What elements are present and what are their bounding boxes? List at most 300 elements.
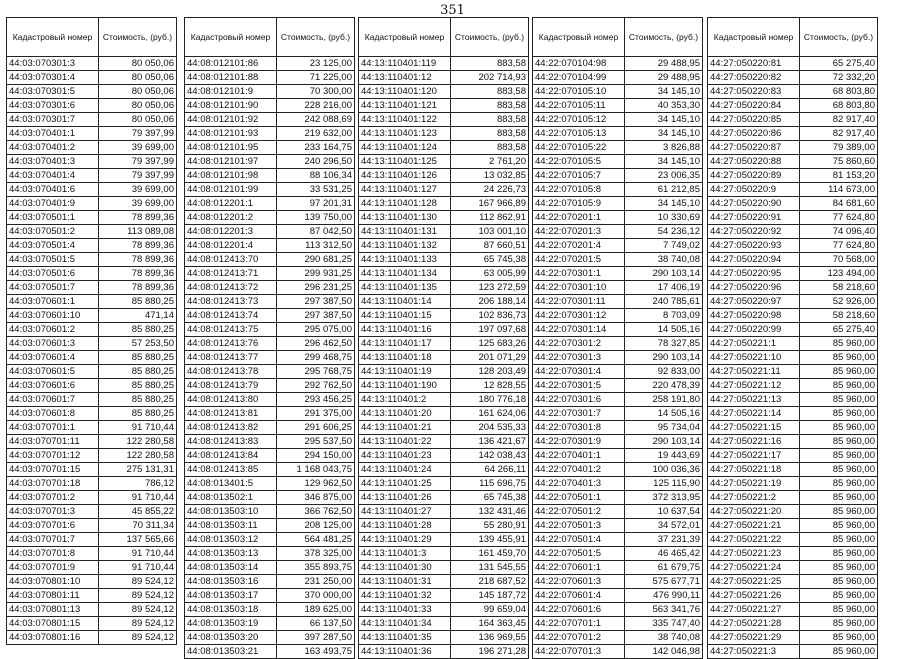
cadastral-number-cell: 44:22:070501:3	[533, 519, 625, 533]
cost-cell: 34 145,10	[625, 85, 703, 99]
cost-cell: 378 325,00	[277, 547, 355, 561]
cost-cell: 228 216,00	[277, 99, 355, 113]
table-row	[185, 603, 355, 617]
cadastral-number-cell: 44:08:012413:82	[185, 421, 277, 435]
table-row	[533, 505, 703, 519]
table-row	[359, 379, 529, 393]
cadastral-number-cell: 44:22:070401:1	[533, 449, 625, 463]
cost-cell: 85 960,00	[800, 519, 878, 533]
table-row	[7, 295, 177, 309]
cost-cell: 85 960,00	[800, 617, 878, 631]
cadastral-number-cell: 44:22:070105:10	[533, 85, 625, 99]
cost-cell: 335 747,40	[625, 617, 703, 631]
cost-cell: 113 312,50	[277, 239, 355, 253]
cadastral-number-cell: 44:03:070701:8	[7, 547, 99, 561]
table-row	[7, 407, 177, 421]
table-row	[533, 379, 703, 393]
cost-cell: 85 880,25	[99, 295, 177, 309]
cost-cell: 64 266,11	[451, 463, 529, 477]
table-row	[7, 71, 177, 85]
cadastral-number-cell: 44:27:050220:94	[708, 253, 800, 267]
cost-cell: 290 103,14	[625, 267, 703, 281]
cadastral-number-cell: 44:27:050221:14	[708, 407, 800, 421]
cost-cell: 65 745,38	[451, 491, 529, 505]
cadastral-number-cell: 44:13:110401:123	[359, 127, 451, 141]
cadastral-number-cell: 44:13:110401:26	[359, 491, 451, 505]
cost-cell: 85 960,00	[800, 631, 878, 645]
table-row	[359, 99, 529, 113]
table-row	[533, 631, 703, 645]
cost-cell: 180 776,18	[451, 393, 529, 407]
cadastral-number-header: Кадастровый номер	[185, 18, 277, 57]
cadastral-number-cell: 44:27:050220:92	[708, 225, 800, 239]
cadastral-number-cell: 44:08:012413:71	[185, 267, 277, 281]
table-row	[359, 491, 529, 505]
cost-cell: 85 960,00	[800, 589, 878, 603]
table-row	[7, 477, 177, 491]
table-row	[708, 393, 878, 407]
cadastral-number-cell: 44:03:070801:13	[7, 603, 99, 617]
table-row	[7, 337, 177, 351]
table-row	[359, 449, 529, 463]
table-row	[359, 211, 529, 225]
table-row	[185, 85, 355, 99]
table-row	[185, 337, 355, 351]
cadastral-number-cell: 44:08:013503:18	[185, 603, 277, 617]
cost-cell: 80 050,06	[99, 113, 177, 127]
cost-cell: 883,58	[451, 127, 529, 141]
cost-cell: 70 311,34	[99, 519, 177, 533]
cost-cell: 142 038,43	[451, 449, 529, 463]
table-row	[708, 421, 878, 435]
table-row	[7, 141, 177, 155]
table-row	[359, 435, 529, 449]
cost-cell: 57 253,50	[99, 337, 177, 351]
cadastral-number-cell: 44:03:070801:11	[7, 589, 99, 603]
table-row	[359, 421, 529, 435]
cadastral-number-cell: 44:27:050220:91	[708, 211, 800, 225]
table-row	[708, 225, 878, 239]
cadastral-number-cell: 44:27:050220:89	[708, 169, 800, 183]
cost-cell: 293 456,25	[277, 393, 355, 407]
cost-cell: 136 969,55	[451, 631, 529, 645]
cadastral-number-cell: 44:08:012413:81	[185, 407, 277, 421]
cost-cell: 102 836,73	[451, 309, 529, 323]
table-row	[533, 449, 703, 463]
table-row	[185, 533, 355, 547]
table-row	[7, 225, 177, 239]
table-row	[7, 99, 177, 113]
cost-cell: 85 960,00	[800, 603, 878, 617]
cadastral-number-cell: 44:08:013503:17	[185, 589, 277, 603]
cost-cell: 85 960,00	[800, 449, 878, 463]
cadastral-number-cell: 44:03:070501:7	[7, 281, 99, 295]
cadastral-number-cell: 44:27:050221:18	[708, 463, 800, 477]
table-row	[359, 225, 529, 239]
cadastral-number-cell: 44:13:110401:131	[359, 225, 451, 239]
table-row	[185, 617, 355, 631]
cadastral-number-cell: 44:13:110401:124	[359, 141, 451, 155]
cost-cell: 167 966,89	[451, 197, 529, 211]
table-row	[185, 575, 355, 589]
table-row	[7, 491, 177, 505]
cost-cell: 258 191,80	[625, 393, 703, 407]
cost-cell: 65 275,40	[800, 57, 878, 71]
table-row	[533, 477, 703, 491]
table-row	[7, 169, 177, 183]
table-row	[708, 617, 878, 631]
cadastral-number-cell: 44:03:070501:1	[7, 211, 99, 225]
cadastral-number-cell: 44:22:070201:3	[533, 225, 625, 239]
table-row	[185, 71, 355, 85]
table-row	[359, 281, 529, 295]
cost-cell: 89 524,12	[99, 631, 177, 645]
cadastral-number-cell: 44:27:050220:86	[708, 127, 800, 141]
table-row	[359, 197, 529, 211]
cost-cell: 54 236,12	[625, 225, 703, 239]
cadastral-number-cell: 44:27:050221:26	[708, 589, 800, 603]
table-row	[708, 85, 878, 99]
table-row	[708, 71, 878, 85]
table-row	[7, 603, 177, 617]
cadastral-number-cell: 44:03:070801:16	[7, 631, 99, 645]
cost-cell: 65 275,40	[800, 323, 878, 337]
cadastral-number-cell: 44:03:070401:9	[7, 197, 99, 211]
table-row	[7, 561, 177, 575]
cost-cell: 125 115,90	[625, 477, 703, 491]
cadastral-number-cell: 44:08:012413:85	[185, 463, 277, 477]
table-row	[708, 99, 878, 113]
cost-cell: 125 683,26	[451, 337, 529, 351]
cadastral-number-header: Кадастровый номер	[7, 18, 99, 57]
table-row	[185, 197, 355, 211]
cost-cell: 564 481,25	[277, 533, 355, 547]
cost-cell: 89 524,12	[99, 603, 177, 617]
table-row	[708, 211, 878, 225]
cost-cell: 34 572,01	[625, 519, 703, 533]
cadastral-number-cell: 44:08:013503:13	[185, 547, 277, 561]
table-row	[7, 85, 177, 99]
cost-cell: 95 734,04	[625, 421, 703, 435]
cadastral-number-cell: 44:08:012413:84	[185, 449, 277, 463]
cost-cell: 37 231,39	[625, 533, 703, 547]
table-row	[708, 435, 878, 449]
cadastral-number-cell: 44:13:110401:25	[359, 477, 451, 491]
cadastral-number-cell: 44:22:070601:1	[533, 561, 625, 575]
cost-cell: 128 203,49	[451, 365, 529, 379]
cost-cell: 85 960,00	[800, 421, 878, 435]
cost-cell: 77 624,80	[800, 239, 878, 253]
cadastral-number-cell: 44:13:110401:121	[359, 99, 451, 113]
table-row	[7, 281, 177, 295]
cadastral-number-cell: 44:08:012413:77	[185, 351, 277, 365]
cadastral-number-cell: 44:08:012413:80	[185, 393, 277, 407]
cadastral-number-cell: 44:27:050220:87	[708, 141, 800, 155]
table-row	[708, 547, 878, 561]
cadastral-number-cell: 44:22:070701:2	[533, 631, 625, 645]
cost-cell: 78 899,36	[99, 253, 177, 267]
cost-cell: 297 387,50	[277, 309, 355, 323]
cost-cell: 372 313,95	[625, 491, 703, 505]
cadastral-number-cell: 44:08:012201:4	[185, 239, 277, 253]
table-row	[533, 645, 703, 659]
cadastral-number-cell: 44:13:110401:27	[359, 505, 451, 519]
cadastral-number-cell: 44:13:110401:34	[359, 617, 451, 631]
cadastral-number-cell: 44:08:012413:78	[185, 365, 277, 379]
table-row	[708, 589, 878, 603]
table-row	[708, 561, 878, 575]
table-row	[533, 519, 703, 533]
cadastral-number-cell: 44:27:050221:2	[708, 491, 800, 505]
cadastral-number-cell: 44:27:050221:15	[708, 421, 800, 435]
cost-cell: 79 397,99	[99, 169, 177, 183]
table-row	[7, 155, 177, 169]
cost-cell: 136 421,67	[451, 435, 529, 449]
cadastral-number-cell: 44:08:013503:11	[185, 519, 277, 533]
table-row	[185, 519, 355, 533]
table-row	[359, 71, 529, 85]
table-row	[7, 463, 177, 477]
cost-cell: 78 899,36	[99, 281, 177, 295]
cost-cell: 34 145,10	[625, 155, 703, 169]
cost-cell: 34 145,10	[625, 197, 703, 211]
table-row	[185, 463, 355, 477]
cadastral-number-cell: 44:22:070301:4	[533, 365, 625, 379]
table-row	[185, 225, 355, 239]
cadastral-number-cell: 44:03:070301:6	[7, 99, 99, 113]
cadastral-number-cell: 44:22:070501:2	[533, 505, 625, 519]
cost-cell: 85 880,25	[99, 365, 177, 379]
cadastral-number-cell: 44:03:070701:12	[7, 449, 99, 463]
table-row	[185, 449, 355, 463]
cadastral-number-cell: 44:08:012101:97	[185, 155, 277, 169]
cost-cell: 85 960,00	[800, 645, 878, 659]
cost-cell: 75 860,60	[800, 155, 878, 169]
table-row	[708, 491, 878, 505]
cadastral-number-cell: 44:27:050220:98	[708, 309, 800, 323]
cost-cell: 137 565,66	[99, 533, 177, 547]
cadastral-number-cell: 44:22:070701:1	[533, 617, 625, 631]
table-row	[185, 57, 355, 71]
table-row	[185, 309, 355, 323]
table-row	[185, 561, 355, 575]
cadastral-number-cell: 44:08:013503:20	[185, 631, 277, 645]
cost-cell: 786,12	[99, 477, 177, 491]
cost-cell: 883,58	[451, 85, 529, 99]
cadastral-number-cell: 44:22:070301:12	[533, 309, 625, 323]
cadastral-number-cell: 44:27:050221:22	[708, 533, 800, 547]
cadastral-number-cell: 44:03:070301:4	[7, 71, 99, 85]
cadastral-number-cell: 44:13:110401:29	[359, 533, 451, 547]
table-header-row	[533, 18, 703, 57]
table-row	[533, 435, 703, 449]
cadastral-number-cell: 44:08:012101:92	[185, 113, 277, 127]
table-row	[533, 281, 703, 295]
table-row	[359, 323, 529, 337]
cost-header: Стоимость, (руб.)	[800, 18, 878, 57]
cost-cell: 34 145,10	[625, 113, 703, 127]
cadastral-number-cell: 44:22:070104:99	[533, 71, 625, 85]
cadastral-number-cell: 44:08:012413:79	[185, 379, 277, 393]
cost-cell: 139 455,91	[451, 533, 529, 547]
table-row	[359, 113, 529, 127]
cadastral-number-cell: 44:13:110401:20	[359, 407, 451, 421]
table-row	[7, 183, 177, 197]
cost-cell: 17 406,19	[625, 281, 703, 295]
cost-cell: 131 545,55	[451, 561, 529, 575]
cadastral-number-cell: 44:08:012201:2	[185, 211, 277, 225]
cadastral-number-cell: 44:03:070601:1	[7, 295, 99, 309]
cadastral-number-cell: 44:03:070601:10	[7, 309, 99, 323]
cadastral-number-cell: 44:27:050220:83	[708, 85, 800, 99]
cost-cell: 74 096,40	[800, 225, 878, 239]
table-row	[708, 603, 878, 617]
table-row	[185, 435, 355, 449]
table-row	[708, 253, 878, 267]
cost-cell: 99 659,04	[451, 603, 529, 617]
table-row	[359, 351, 529, 365]
cost-cell: 77 624,80	[800, 211, 878, 225]
cost-cell: 471,14	[99, 309, 177, 323]
cadastral-number-cell: 44:03:070701:2	[7, 491, 99, 505]
cadastral-number-cell: 44:08:012101:90	[185, 99, 277, 113]
cost-cell: 397 287,50	[277, 631, 355, 645]
table-row	[7, 127, 177, 141]
cost-cell: 240 296,50	[277, 155, 355, 169]
cadastral-number-cell: 44:08:012413:72	[185, 281, 277, 295]
table-row	[708, 155, 878, 169]
cost-cell: 63 005,99	[451, 267, 529, 281]
cadastral-number-cell: 44:08:012101:86	[185, 57, 277, 71]
table-row	[359, 295, 529, 309]
cost-cell: 208 125,00	[277, 519, 355, 533]
table-row	[7, 253, 177, 267]
table-row	[185, 379, 355, 393]
table-row	[185, 253, 355, 267]
table-row	[533, 211, 703, 225]
cost-cell: 218 687,52	[451, 575, 529, 589]
table-row	[708, 631, 878, 645]
cadastral-number-cell: 44:03:070701:6	[7, 519, 99, 533]
table-row	[533, 463, 703, 477]
table-row	[533, 127, 703, 141]
cost-cell: 161 459,70	[451, 547, 529, 561]
table-row	[7, 323, 177, 337]
cost-cell: 8 703,09	[625, 309, 703, 323]
cost-cell: 163 493,75	[277, 645, 355, 659]
table-row	[359, 505, 529, 519]
table-row	[185, 645, 355, 659]
cadastral-number-cell: 44:27:050220:81	[708, 57, 800, 71]
cadastral-number-cell: 44:13:110401:122	[359, 113, 451, 127]
table-row	[185, 477, 355, 491]
cadastral-number-cell: 44:08:012101:99	[185, 183, 277, 197]
cadastral-number-cell: 44:27:050221:12	[708, 379, 800, 393]
table-row	[708, 239, 878, 253]
cost-cell: 80 050,06	[99, 57, 177, 71]
cadastral-number-cell: 44:13:110401:190	[359, 379, 451, 393]
cadastral-number-cell: 44:13:110401:22	[359, 435, 451, 449]
table-row	[533, 295, 703, 309]
cost-cell: 24 226,73	[451, 183, 529, 197]
cadastral-number-cell: 44:27:050221:1	[708, 337, 800, 351]
table-row	[7, 533, 177, 547]
table-row	[359, 407, 529, 421]
table-row	[533, 155, 703, 169]
table-row	[359, 169, 529, 183]
table-row	[533, 169, 703, 183]
table-row	[708, 169, 878, 183]
cost-cell: 85 880,25	[99, 407, 177, 421]
cost-cell: 123 272,59	[451, 281, 529, 295]
table-row	[7, 519, 177, 533]
cost-cell: 85 880,25	[99, 379, 177, 393]
table-row	[359, 463, 529, 477]
cost-cell: 7 749,02	[625, 239, 703, 253]
cost-cell: 91 710,44	[99, 491, 177, 505]
cost-cell: 139 750,00	[277, 211, 355, 225]
cost-cell: 220 478,39	[625, 379, 703, 393]
cadastral-number-cell: 44:27:050220:99	[708, 323, 800, 337]
cost-cell: 91 710,44	[99, 561, 177, 575]
cost-cell: 19 443,69	[625, 449, 703, 463]
table-row	[7, 365, 177, 379]
cost-cell: 92 833,00	[625, 365, 703, 379]
table-row	[533, 589, 703, 603]
table-row	[359, 547, 529, 561]
cost-cell: 122 280,58	[99, 435, 177, 449]
cost-header: Стоимость, (руб.)	[277, 18, 355, 57]
cadastral-number-cell: 44:03:070701:1	[7, 421, 99, 435]
cadastral-number-cell: 44:22:070401:3	[533, 477, 625, 491]
cadastral-number-cell: 44:22:070105:7	[533, 169, 625, 183]
cadastral-number-cell: 44:13:110401:19	[359, 365, 451, 379]
cost-cell: 563 341,76	[625, 603, 703, 617]
cadastral-number-cell: 44:03:070401:1	[7, 127, 99, 141]
table-row	[533, 617, 703, 631]
table-row	[7, 211, 177, 225]
cadastral-number-cell: 44:03:070401:3	[7, 155, 99, 169]
cost-cell: 142 046,98	[625, 645, 703, 659]
table-row	[185, 183, 355, 197]
cost-cell: 85 960,00	[800, 435, 878, 449]
cadastral-number-cell: 44:08:012101:88	[185, 71, 277, 85]
cadastral-number-cell: 44:27:050220:9	[708, 183, 800, 197]
table-row	[533, 323, 703, 337]
cadastral-table-1	[6, 17, 177, 645]
cadastral-number-cell: 44:08:012413:70	[185, 253, 277, 267]
cost-cell: 58 218,60	[800, 309, 878, 323]
cadastral-number-cell: 44:22:070105:13	[533, 127, 625, 141]
cost-cell: 84 681,60	[800, 197, 878, 211]
cadastral-number-cell: 44:22:070501:4	[533, 533, 625, 547]
table-row	[708, 505, 878, 519]
cost-cell: 299 931,25	[277, 267, 355, 281]
cost-cell: 295 075,00	[277, 323, 355, 337]
cost-cell: 1 168 043,75	[277, 463, 355, 477]
cost-cell: 3 826,88	[625, 141, 703, 155]
table-row	[185, 113, 355, 127]
table-row	[7, 197, 177, 211]
table-row	[533, 99, 703, 113]
cadastral-number-cell: 44:08:012201:1	[185, 197, 277, 211]
cadastral-number-cell: 44:13:110401:24	[359, 463, 451, 477]
cadastral-number-cell: 44:27:050220:82	[708, 71, 800, 85]
cost-cell: 46 465,42	[625, 547, 703, 561]
table-row	[7, 631, 177, 645]
table-row	[708, 309, 878, 323]
cadastral-number-cell: 44:22:070104:98	[533, 57, 625, 71]
